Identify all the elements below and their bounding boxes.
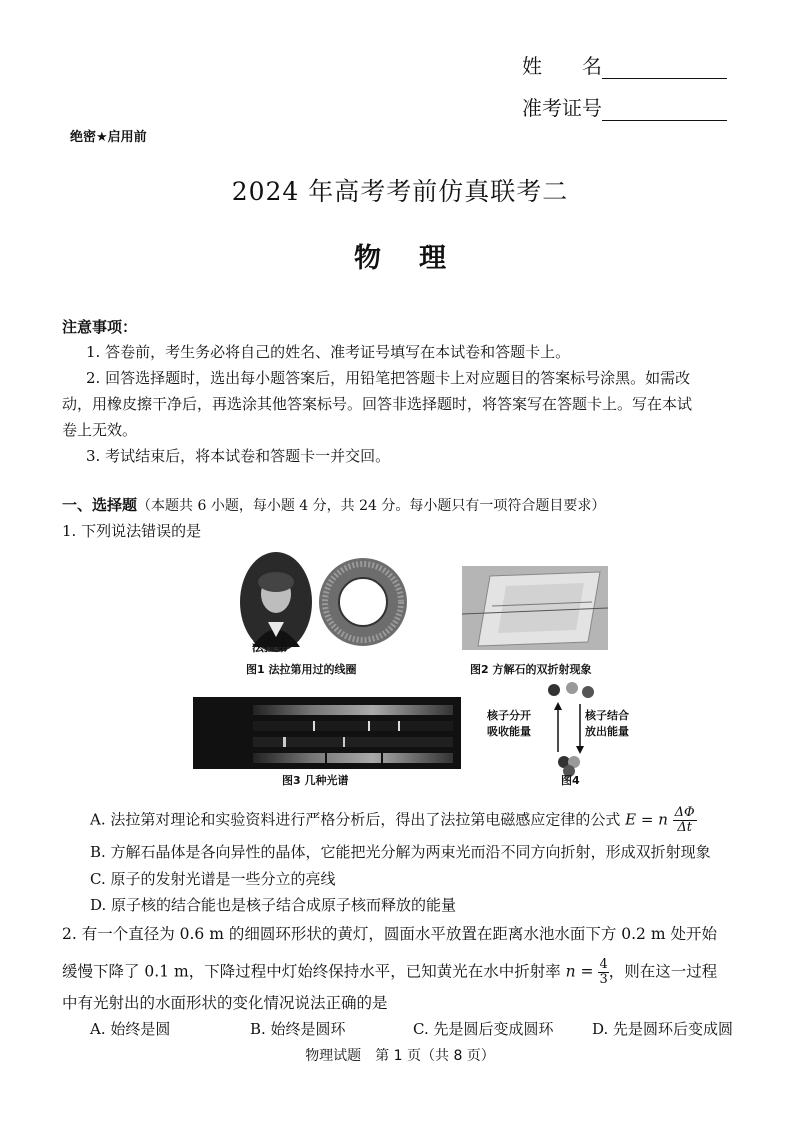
figure-3-caption: 图3 几种光谱 [282, 774, 349, 787]
nucleons-combine-line2: 放出能量 [585, 725, 629, 738]
figure-4-caption: 图4 [561, 774, 580, 787]
question-2-line3: 中有光射出的水面形状的变化情况说法正确的是 [62, 994, 388, 1012]
section-desc: （本题共 6 小题，每小题 4 分，共 24 分。每小题只有一项符合题目要求） [137, 498, 606, 514]
question-2-numerator: 4 [599, 957, 608, 972]
q2-choice-d: D. 先是圆环后变成圆 [592, 1020, 734, 1038]
question-1-stem: 1. 下列说法错误的是 [62, 522, 202, 540]
nucleons-combine-label [585, 708, 629, 740]
question-2-denominator: 3 [599, 972, 608, 987]
question-2-line2-b: ，则在这一过程 [608, 962, 718, 981]
question-2-n: n = [565, 962, 594, 981]
nucleons-separate-line1: 核子分开 [487, 709, 531, 722]
figure-1-caption: 图1 法拉第用过的线圈 [246, 663, 357, 676]
notice-item: 卷上无效。 [62, 421, 138, 439]
q2-choice-a: A. 始终是圆 [90, 1020, 171, 1038]
notice-item: 2. 回答选择题时，选出每小题答案后，用铅笔把答题卡上对应题目的答案标号涂黑。如需改 [86, 369, 691, 387]
q2-choice-b: B. 始终是圆环 [250, 1020, 346, 1038]
option-a-denominator: Δt [677, 820, 692, 835]
nucleons-separate-label [487, 708, 531, 740]
faraday-name: 法拉第 [252, 640, 289, 654]
option-a-fraction [673, 806, 697, 835]
nucleons-combine-line1: 核子结合 [585, 709, 629, 722]
section-title: 一、选择题 [62, 496, 138, 514]
exam-id-blank [602, 102, 727, 121]
secret-tag: 绝密★启用前 [70, 130, 147, 145]
question-2-line2-a: 缓慢下降了 0.1 m，下降过程中灯始终保持水平，已知黄光在水中折射率 [62, 962, 566, 981]
notice-item: 动，用橡皮擦干净后，再选涂其他答案标号。回答非选择题时，将答案写在答题卡上。写在本试 [62, 395, 693, 413]
option-b: B. 方解石晶体是各向异性的晶体，它能把光分解为两束光而沿不同方向折射，形成双折射现象 [90, 843, 711, 861]
figure-3 [193, 697, 461, 769]
section-heading [62, 494, 605, 515]
notice-item: 1. 答卷前，考生务必将自己的姓名、准考证号填写在本试卷和答题卡上。 [86, 343, 571, 361]
q2-choice-c: C. 先是圆后变成圆环 [413, 1020, 554, 1038]
figure-2 [462, 566, 608, 650]
page-footer: 物理试题 第 1 页（共 8 页） [305, 1048, 495, 1064]
option-a-formula: E = n [625, 810, 668, 829]
name-label: 姓 名 [522, 54, 602, 78]
name-field [522, 50, 727, 79]
calcite-crystal-image [462, 566, 608, 650]
figure-2-caption: 图2 方解石的双折射现象 [470, 663, 592, 676]
question-2-fraction [598, 958, 608, 987]
option-a-text: A. 法拉第对理论和实验资料进行严格分析后，得出了法拉第电磁感应定律的公式 [90, 810, 626, 829]
name-blank [602, 60, 727, 79]
option-a [90, 806, 697, 835]
exam-title: 2024 年高考考前仿真联考二 [231, 177, 569, 206]
notice-heading: 注意事项： [62, 318, 138, 336]
option-d: D. 原子核的结合能也是核子结合成原子核而释放的能量 [90, 896, 457, 914]
spectra-image [193, 697, 461, 769]
option-c: C. 原子的发射光谱是一些分立的亮线 [90, 870, 336, 888]
option-a-numerator: ΔΦ [674, 805, 695, 820]
question-2-line1: 2. 有一个直径为 0.6 m 的细圆环形状的黄灯，圆面水平放置在距离水池水面下方 0.2 m 处开始 [62, 925, 717, 943]
notice-item: 3. 考试结束后，将本试卷和答题卡一并交回。 [86, 447, 391, 465]
exam-id-label: 准考证号 [522, 96, 602, 120]
question-2-line2 [62, 958, 717, 987]
subject-title: 物理 [354, 243, 484, 274]
nucleons-separate-line2: 吸收能量 [487, 725, 531, 738]
exam-id-field [522, 92, 727, 121]
